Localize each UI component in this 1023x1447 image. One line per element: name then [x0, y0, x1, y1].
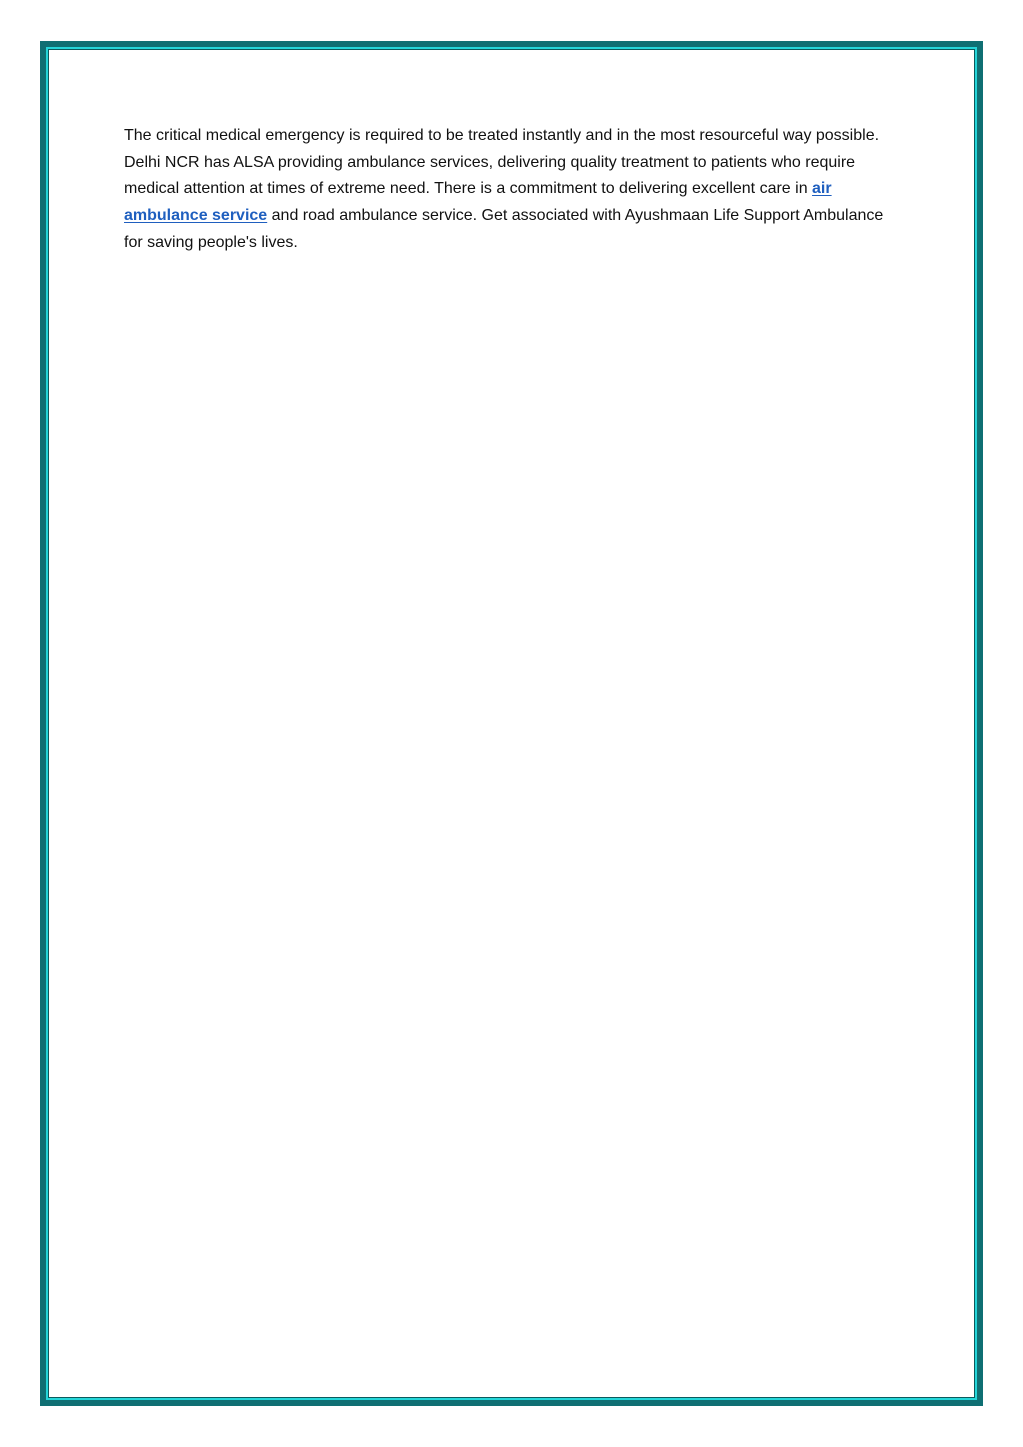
- paragraph-text-before-link: The critical medical emergency is required to be treated instantly and in the most resourceful way possible. Delhi NCR has ALSA providing ambulance services, delivering quality treatment to patients who require medical attention at times of extreme need. There is a commitment to delivering excellent care in: [124, 127, 880, 198]
- paragraph-text-after-link: and road ambulance service. Get associated with Ayushmaan Life Support Ambulance for saving people's lives.: [124, 207, 884, 251]
- body-paragraph: [124, 123, 906, 257]
- air-ambulance-service-link[interactable]: air ambulance service: [124, 180, 832, 225]
